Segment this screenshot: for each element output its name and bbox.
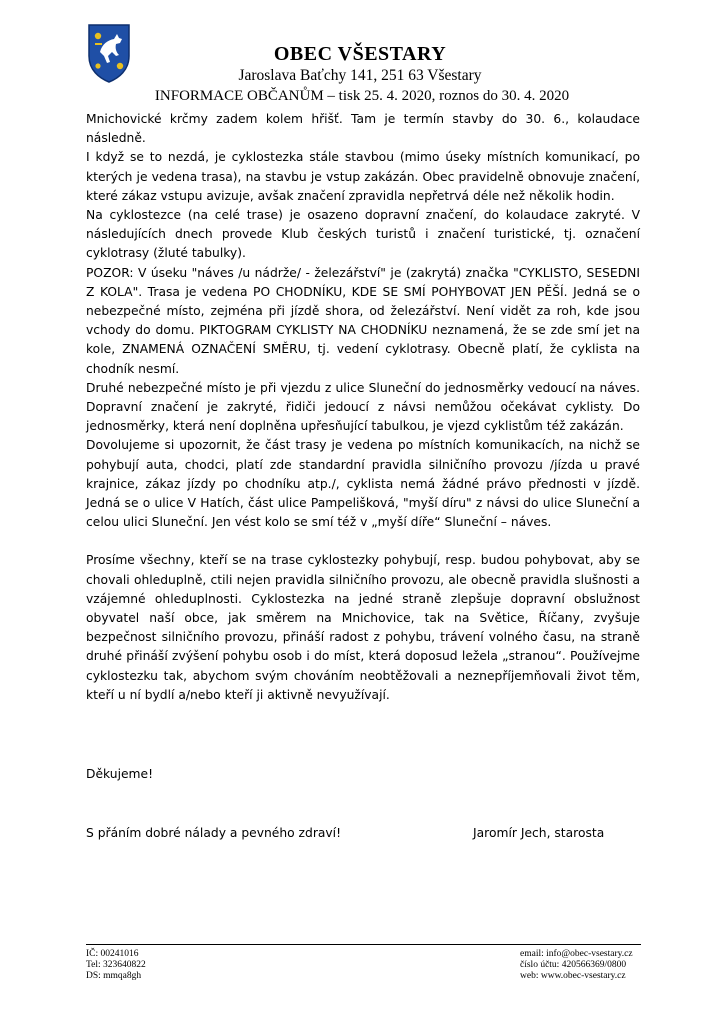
municipality-address: Jaroslava Baťchy 141, 251 63 Všestary [238,67,482,84]
signature: Jaromír Jech, starosta [473,826,605,840]
footer-ds: DS: mmqa8gh [86,971,142,981]
closing-wish: S přáním dobré nálady a pevného zdraví! [86,826,342,840]
paragraph: Dovolujeme si upozornit, že část trasy je vedena po místních komunikacích, na nichž se pohybují auta, chodci, platí zde standardní pravidla silničního provozu /jízda u pravé krajnice, zákaz jízdy po chodníku atp./, cyklista nemá žádné právo přednosti v jízdě. Jedná se o ulice V Hatích, část ulice Pampelišková, "myší díru" z návsi do ulice Sluneční a celou ulici Sluneční. Jen vést kolo se smí též v „myší díře“ Sluneční – náves. [86,438,640,530]
footer-account: číslo účtu: 420566369/0800 [520,960,627,970]
footer-web: web: www.obec-vsestary.cz [520,971,626,981]
paragraph: POZOR: V úseku "náves /u nádrže/ - železářství" je (zakrytá) značka "CYKLISTO, SESEDNI Z KOLA". Trasa je vedena PO CHODNÍKU, KDE SE SMÍ POHYBOVAT JEN PĚŠÍ. Jedná se o nebezpečné místo, zejména při jízdě shora, od železářství. Není vidět za roh, kde jsou vchody do domu. PIKTOGRAM CYKLISTY NA CHODNÍKU neznamená, že se zde smí jet na kole, ZNAMENÁ OZNAČENÍ SMĚRU, tj. vedení cyklotrasy. Obecně platí, že cyklista na chodník nesmí. [86,265,640,376]
footer-divider [86,944,641,945]
letterhead [0,0,724,112]
paragraph: Prosíme všechny, kteří se na trase cyklostezky pohybují, resp. budou pohybovat, aby se chovali ohleduplně, ctili nejen pravidla silničního provozu, ale obecně pravidla slušnosti a vzájemné ohleduplnosti. Cyklostezka na jedné straně zlepšuje dopravní obslužnost obyvatel naší obce, jak směrem na Mnichovice, tak na Světice, Říčany, zvyšuje bezpečnost silničního provozu, přináší radost z pohybu, trávení volného času, na straně druhé přináší zvýšení pohybu osob i do míst, která doposud ležela „stranou“. Používejme cyklostezku tak, abychom svým chováním neobtěžovali a neznepříjemňovali život těm, kteří u ní bydlí a/nebo kteří ji aktivně nevyužívají. [86,553,640,702]
paragraph: Druhé nebezpečné místo je při vjezdu z ulice Sluneční do jednosměrky vedoucí na náves. Dopravní značení je zakryté, řidiči jedoucí z návsi nemůžou očekávat cyklisty. Do jednosměrky, která není doplněna upřesňující tabulkou, je vjezd cyklistům též zakázán. [86,380,640,434]
footer-ic: IČ: 00241016 [86,949,139,959]
footer-right [520,949,633,982]
municipality-title: OBEC VŠESTARY [273,43,447,65]
letter-body [86,110,640,705]
footer-email: email: info@obec-vsestary.cz [520,949,633,959]
paragraph: Na cyklostezce (na celé trase) je osazeno dopravní značení, do kolaudace zakryté. V následujících dnech provede Klub českých turistů i značení turistické, tj. označení cyklotrasy (žluté tabulky). [86,208,640,261]
paragraph: Mnichovické krčmy zadem kolem hřišť. Tam je termín stavby do 30. 6., kolaudace následně. [86,112,640,146]
thanks-line: Děkujeme! [86,767,154,781]
footer-tel: Tel: 323640822 [86,960,146,970]
coat-of-arms-icon [86,22,132,84]
paragraph: I když se to nezdá, je cyklostezka stále stavbou (mimo úseky místních komunikací, po kterých je vedena trasa), na stavbu je vstup zakázán. Obec pravidelně obnovuje značení, které zákaz vstupu avizuje, avšak značení zpravidla nepřetrvá déle než několik hodin. [86,150,640,203]
info-line: INFORMACE OBČANŮM – tisk 25. 4. 2020, roznos do 30. 4. 2020 [154,88,570,104]
footer-left [86,949,146,982]
